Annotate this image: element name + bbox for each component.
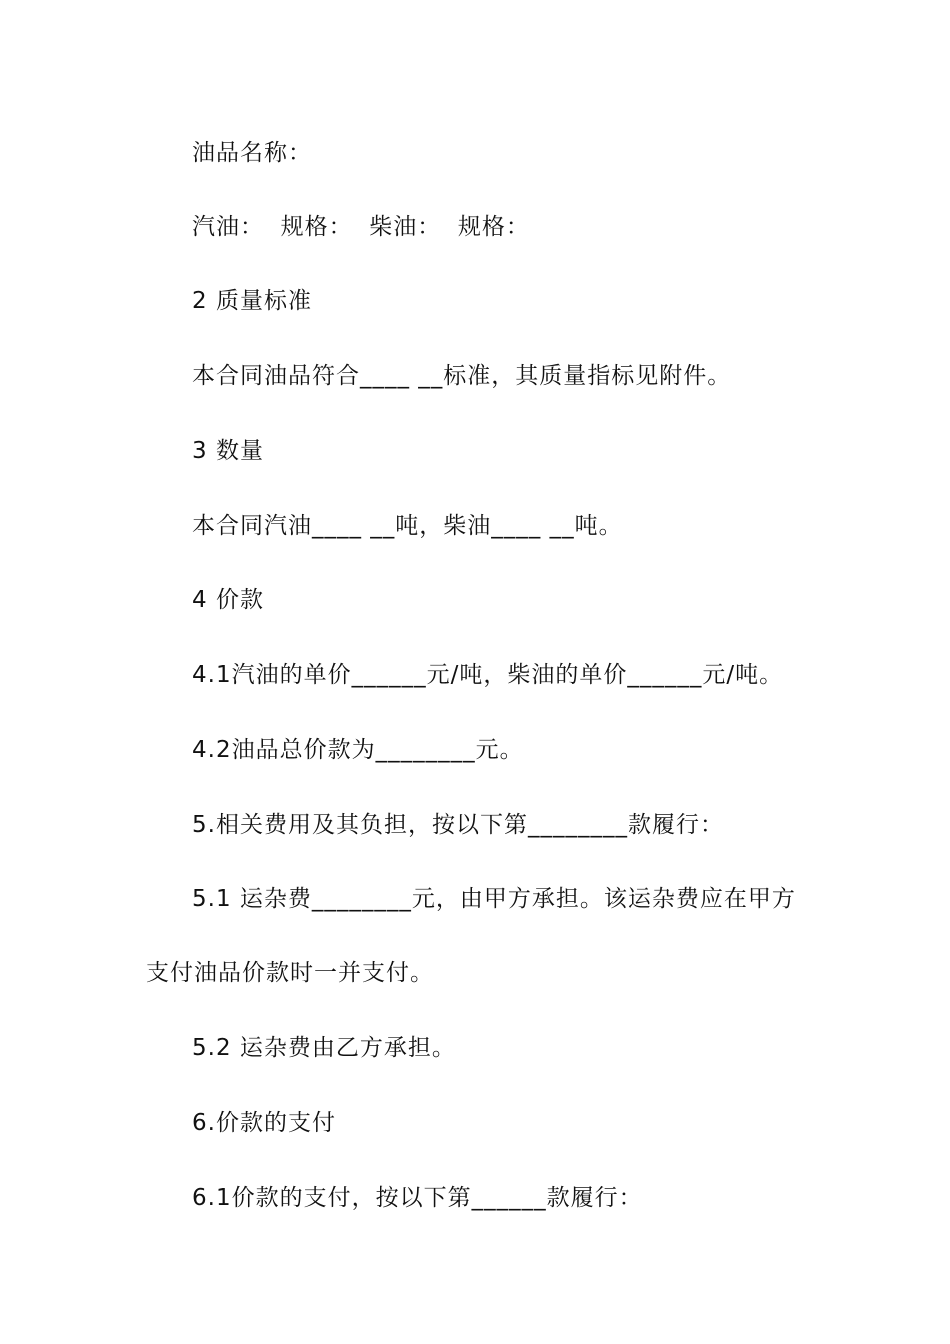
- line-quality-clause: 本合同油品符合____ __标准，其质量指标见附件。: [192, 363, 732, 389]
- line-unit-price: 4.1汽油的单价______元/吨，柴油的单价______元/吨。: [192, 662, 784, 688]
- line-freight-party-a: 5.1 运杂费________元，由甲方承担。该运杂费应在甲方: [192, 886, 796, 912]
- line-quantity-clause: 本合同汽油____ __吨，柴油____ __吨。: [192, 513, 623, 539]
- heading-quality-standard: 2 质量标准: [192, 288, 312, 314]
- heading-price: 4 价款: [192, 587, 264, 613]
- line-freight-party-a-cont: 支付油品价款时一并支付。: [146, 960, 434, 986]
- line-total-price: 4.2油品总价款为________元。: [192, 737, 524, 763]
- heading-quantity: 3 数量: [192, 438, 264, 464]
- line-oil-name: 油品名称：: [192, 140, 312, 166]
- heading-payment: 6.价款的支付: [192, 1110, 336, 1136]
- line-gasoline-diesel-spec: 汽油： 规格： 柴油： 规格：: [192, 214, 530, 240]
- line-fees-clause: 5.相关费用及其负担，按以下第________款履行：: [192, 812, 724, 838]
- line-freight-party-b: 5.2 运杂费由乙方承担。: [192, 1035, 456, 1061]
- line-payment-clause: 6.1价款的支付，按以下第______款履行：: [192, 1185, 643, 1211]
